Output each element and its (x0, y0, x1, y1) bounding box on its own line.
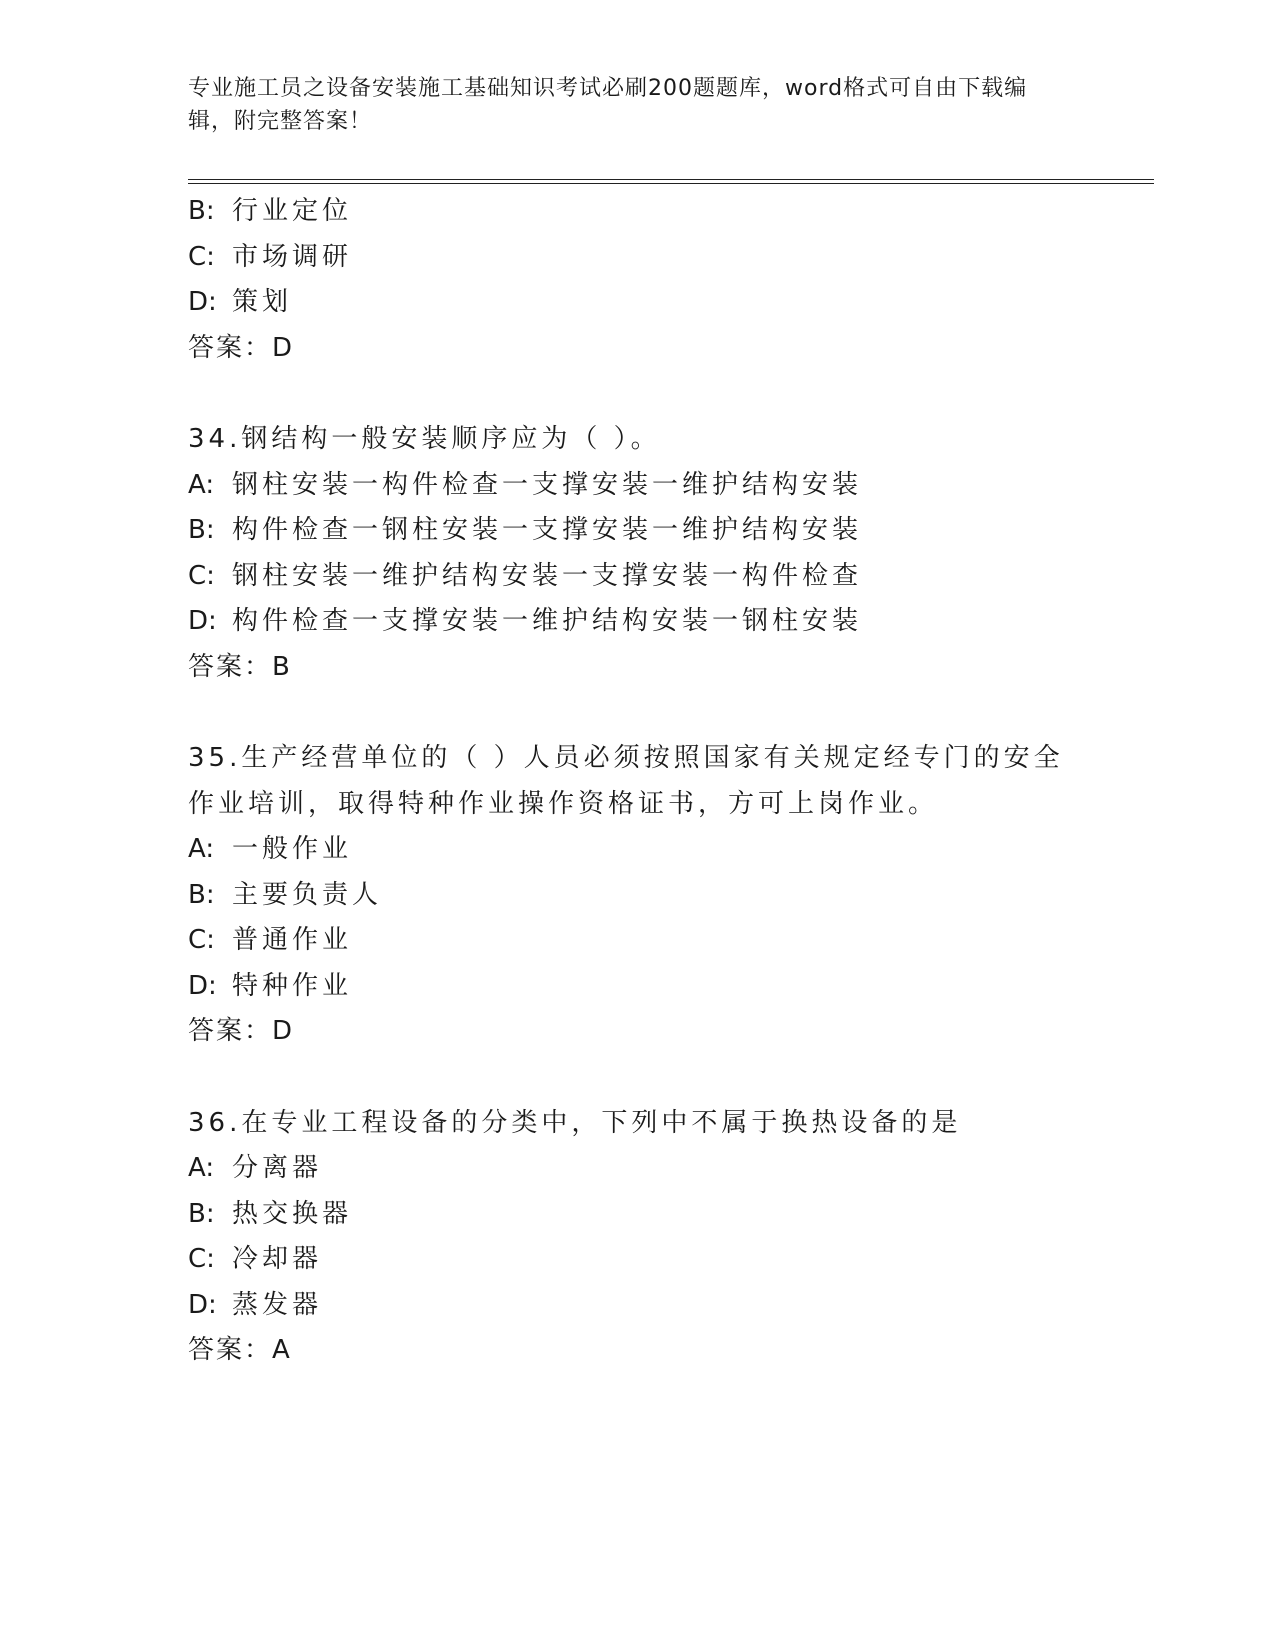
option-a: A: 一般作业 (188, 834, 353, 864)
document-header: 专业施工员之设备安装施工基础知识考试必刷200题题库，word格式可自由下载编辑，附完整答案！ (188, 76, 1028, 134)
option-a: A: 分离器 (188, 1153, 323, 1183)
question-list (188, 189, 1088, 1374)
option-a: A: 钢柱安装一构件检查一支撑安装一维护结构安装 (188, 469, 863, 500)
option-c: C: 冷却器 (188, 1244, 323, 1274)
question-36 (188, 1101, 1088, 1374)
question-stem: 35.生产经营单位的（ ）人员必须按照国家有关规定经专门的安全作业培训，取得特种作业操作资格证书，方可上岗作业。 (188, 743, 1064, 819)
answer-line: 答案：D (188, 332, 294, 363)
option-c: C: 市场调研 (188, 241, 353, 272)
option-d: D: 特种作业 (188, 970, 353, 1001)
answer-line: 答案：A (188, 1335, 291, 1365)
option-d: D: 蒸发器 (188, 1289, 323, 1320)
option-d: D: 构件检查一支撑安装一维护结构安装一钢柱安装 (188, 606, 863, 636)
question-fragment (188, 189, 1088, 371)
question-35 (188, 736, 1088, 1055)
option-b: B: 构件检查一钢柱安装一支撑安装一维护结构安装 (188, 515, 863, 545)
question-stem: 36.在专业工程设备的分类中，下列中不属于换热设备的是 (188, 1107, 962, 1138)
option-b: B: 热交换器 (188, 1198, 353, 1229)
option-b: B: 主要负责人 (188, 879, 383, 910)
option-c: C: 钢柱安装一维护结构安装一支撑安装一构件检查 (188, 560, 863, 591)
option-b: B: 行业定位 (188, 196, 353, 226)
header-divider (188, 179, 1154, 184)
answer-line: 答案：B (188, 651, 291, 682)
question-stem: 34.钢结构一般安装顺序应为（ ）。 (188, 424, 661, 454)
option-c: C: 普通作业 (188, 925, 353, 955)
option-d: D: 策划 (188, 287, 293, 317)
answer-line: 答案：D (188, 1016, 294, 1046)
question-34 (188, 417, 1088, 690)
